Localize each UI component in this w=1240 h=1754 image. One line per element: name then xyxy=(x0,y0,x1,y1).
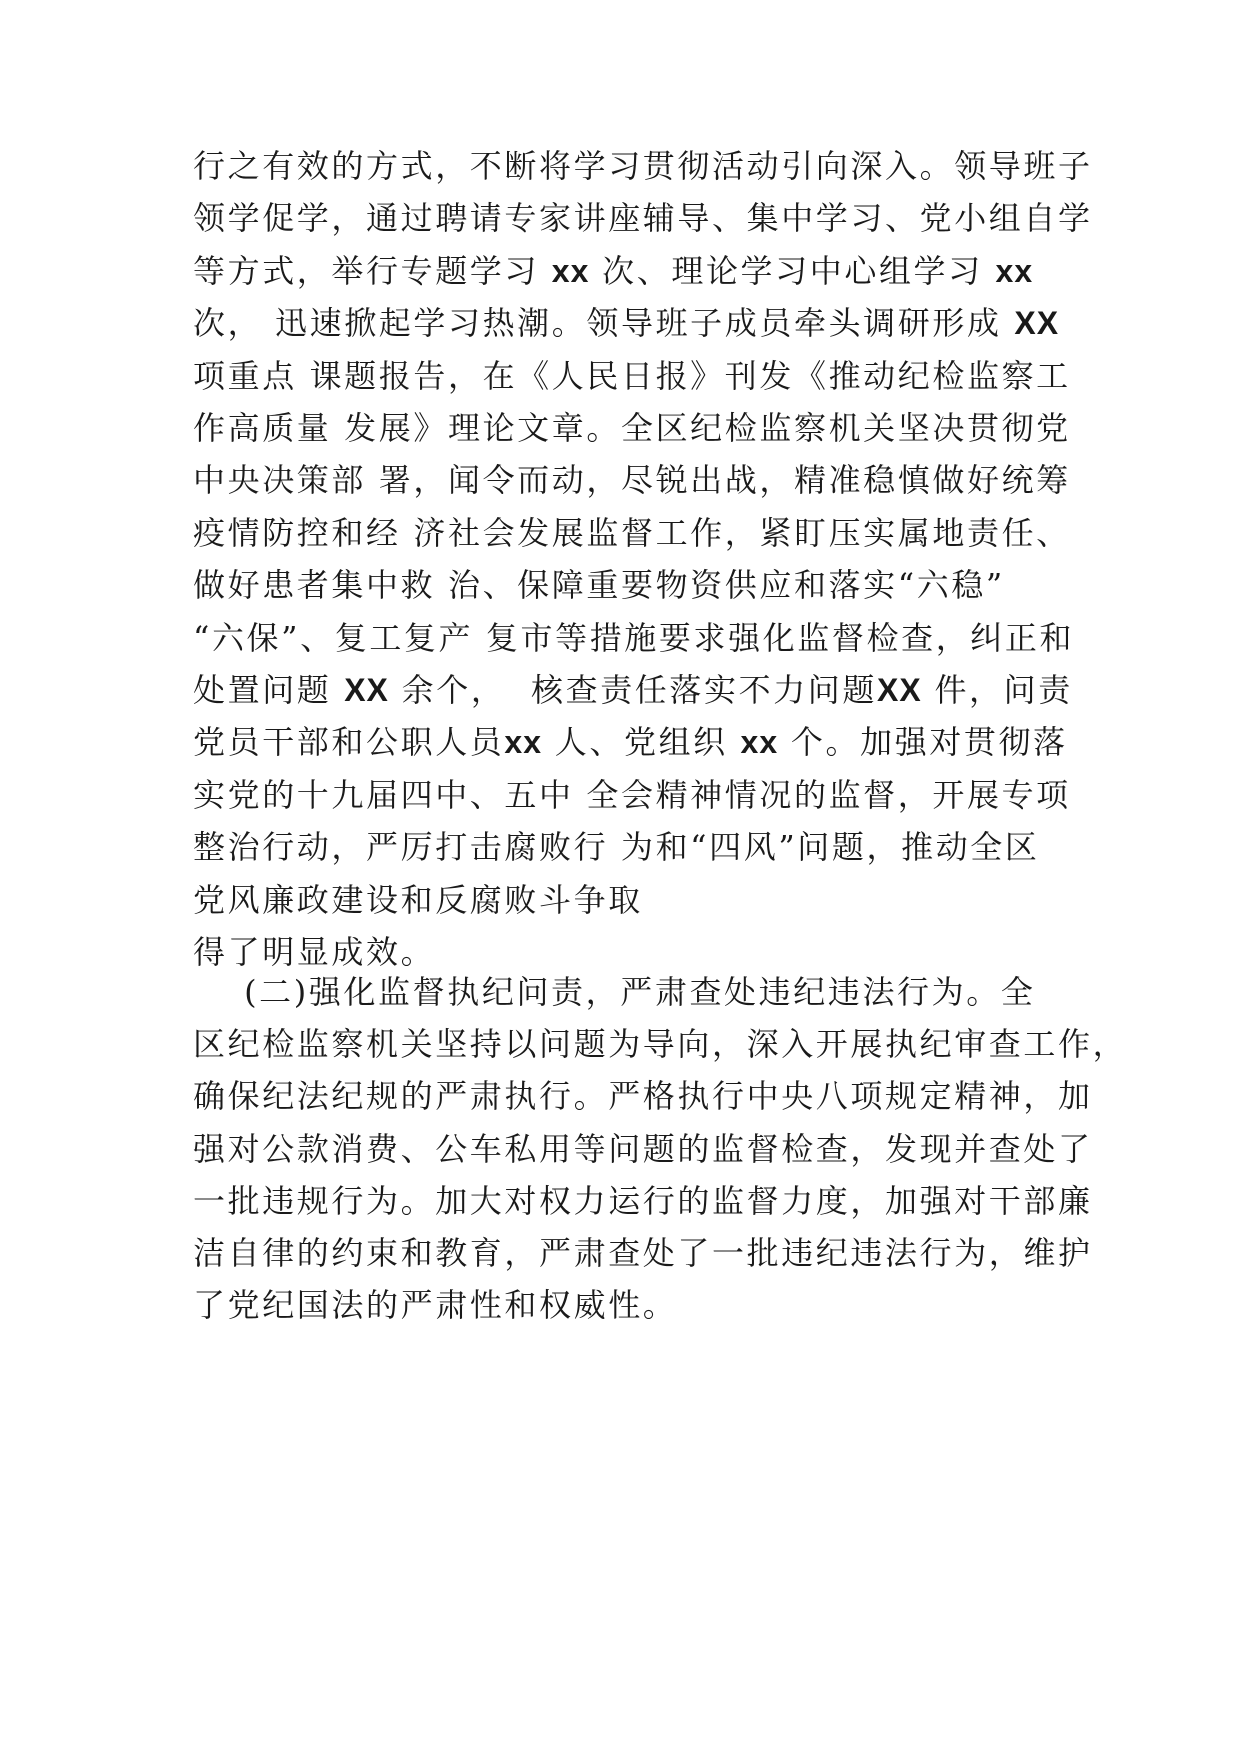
text-segment: 疫情防控和经 济社会发展监督工作，紧盯压实属地责任、 xyxy=(193,513,1071,552)
text-segment: 个。加强对贯彻落 xyxy=(778,723,1068,762)
text-segment: 实党的十九届四中、五中 全会精神情况的监督，开展专项 xyxy=(193,775,1071,814)
text-segment: 确保纪法纪规的严肃执行。严格执行中央八项规定精神，加 xyxy=(193,1077,1093,1116)
placeholder-number: xx xyxy=(740,724,779,761)
placeholder-number: xx xyxy=(551,252,590,289)
text-line xyxy=(193,970,1035,1014)
text-line xyxy=(193,668,1073,712)
text-line xyxy=(193,773,1071,817)
text-segment: (二)强化监督执纪问责，严肃查处违纪违法行为。全 xyxy=(193,973,1036,1011)
text-line xyxy=(193,301,1059,345)
placeholder-number: XX xyxy=(877,672,922,708)
placeholder-number: XX xyxy=(1014,305,1060,342)
text-segment: 行之有效的方式，不断将学习贯彻活动引向深入。领导班子 xyxy=(193,147,1093,185)
text-line xyxy=(193,1022,1127,1066)
text-segment: 中央决策部 署，闻令而动，尽锐出战，精准稳慎做好统筹 xyxy=(193,461,1071,500)
text-segment: 洁自律的约束和教育，严肃查处了一批违纪违法行为，维护 xyxy=(193,1234,1093,1272)
text-line xyxy=(193,144,1093,188)
text-segment: 整治行动，严厉打击腐败行 为和“四风”问题，推动全区 xyxy=(193,828,1040,867)
text-segment: 强对公款消费、公车私用等问题的监督检查，发现并查处了 xyxy=(193,1129,1093,1168)
text-line xyxy=(193,563,1005,607)
text-line xyxy=(193,406,1071,450)
text-line xyxy=(193,825,1040,869)
text-segment: 党员干部和公职人员 xyxy=(193,723,505,762)
text-line xyxy=(193,1074,1093,1118)
text-line xyxy=(193,1231,1093,1275)
text-line xyxy=(193,196,1093,240)
text-line xyxy=(193,616,1074,660)
text-line xyxy=(193,1127,1093,1171)
text-segment: “六保”、复工复产 复市等措施要求强化监督检查，纠正和 xyxy=(193,618,1075,657)
text-line xyxy=(193,249,1033,293)
text-segment: 得了明显成效。 xyxy=(193,933,436,971)
text-segment: 了党纪国法的严肃性和权威性。 xyxy=(193,1286,678,1325)
text-line xyxy=(193,354,1071,398)
text-segment: 次， 迅速掀起学习热潮。领导班子成员牵头调研形成 xyxy=(193,304,1015,343)
text-line xyxy=(193,720,1068,764)
text-line xyxy=(193,930,435,974)
text-segment: 等方式，举行专题学习 xyxy=(193,251,552,290)
text-segment: 做好患者集中救 治、保障重要物资供应和落实“六稳” xyxy=(193,566,1005,605)
placeholder-number: XX xyxy=(344,672,389,708)
placeholder-number: xx xyxy=(504,724,542,761)
text-segment: 党风廉政建设和反腐败斗争取 xyxy=(193,880,643,919)
text-line xyxy=(193,878,643,922)
text-segment: 处置问题 xyxy=(193,671,345,709)
text-segment: 人、党组织 xyxy=(542,723,741,762)
text-segment: 领学促学，通过聘请专家讲座辅导、集中学习、党小组自学 xyxy=(193,199,1093,238)
text-line xyxy=(193,1283,677,1327)
text-segment: 次、理论学习中心组学习 xyxy=(589,251,996,290)
text-segment: 件，问责 xyxy=(921,671,1073,709)
text-segment: 作高质量 发展》理论文章。全区纪检监察机关坚决贯彻党 xyxy=(193,409,1071,447)
text-segment: 余个， 核查责任落实不力问题 xyxy=(388,671,877,709)
placeholder-number: xx xyxy=(995,252,1034,289)
text-line xyxy=(193,458,1071,502)
text-segment: 项重点 课题报告，在《人民日报》刊发《推动纪检监察工 xyxy=(193,356,1071,395)
text-line xyxy=(193,511,1071,555)
text-segment: 一批违规行为。加大对权力运行的监督力度，加强对干部廉 xyxy=(193,1181,1093,1220)
text-line xyxy=(193,1179,1093,1223)
text-segment: 区纪检监察机关坚持以问题为导向，深入开展执纪审查工作， xyxy=(193,1025,1128,1064)
